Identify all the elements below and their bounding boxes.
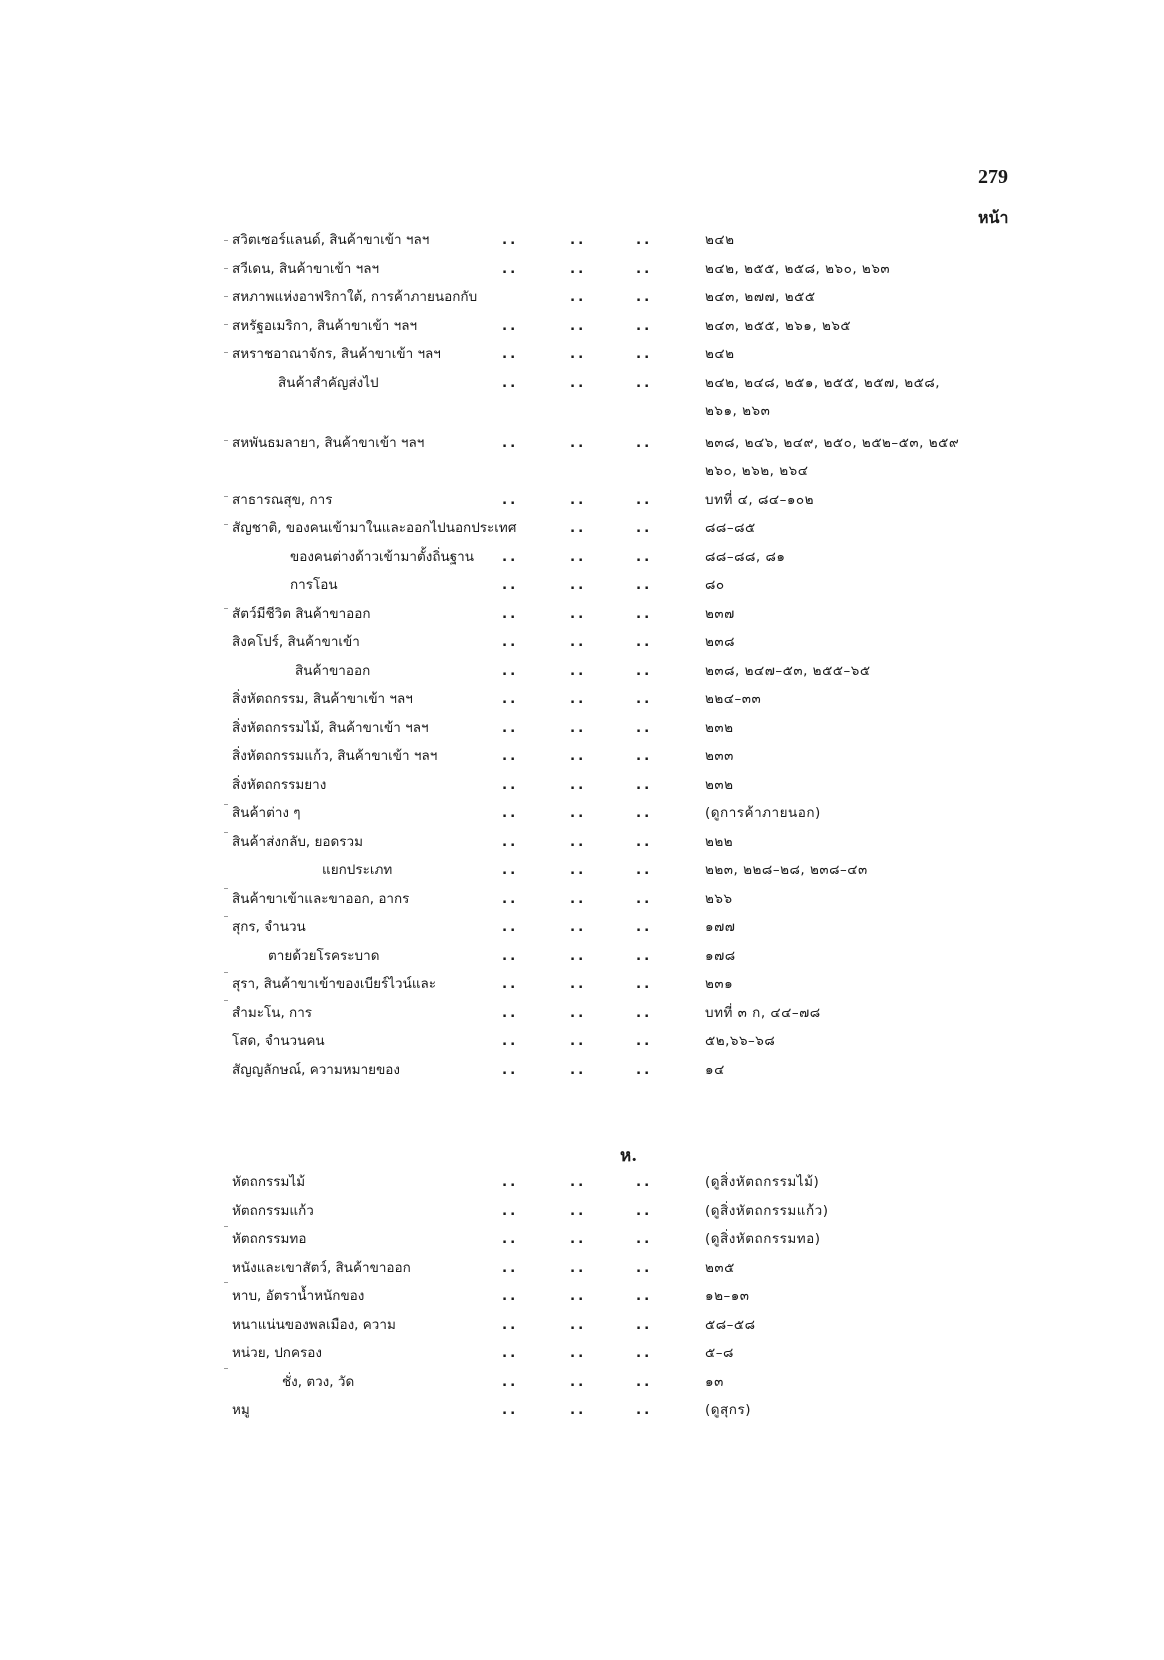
entry-page-refs: ๒๒๒ bbox=[705, 834, 734, 850]
leader-dots: .. bbox=[502, 862, 519, 878]
entry-page-refs: ๑๓ bbox=[705, 1374, 724, 1390]
entry-page-refs: (ดูการค้าภายนอก) bbox=[705, 805, 821, 821]
entry-term: หนังและเขาสัตว์, สินค้าขาออก bbox=[232, 1260, 411, 1276]
entry-page-refs: ๑๗๗ bbox=[705, 919, 736, 935]
entry-term: ตายด้วยโรคระบาด bbox=[268, 948, 380, 964]
leader-dots: .. bbox=[502, 777, 519, 793]
entry-page-refs: ๒๒๔–๓๓ bbox=[705, 691, 762, 707]
index-entry bbox=[0, 858, 1164, 882]
margin-mark bbox=[224, 324, 228, 325]
entry-term: สิ่งหัตถกรรมไม้, สินค้าขาเข้า ฯลฯ bbox=[232, 720, 429, 736]
entry-term: สิ่งหัตถกรรม, สินค้าขาเข้า ฯลฯ bbox=[232, 691, 413, 707]
entry-page-refs: ๒๓๒ bbox=[705, 720, 734, 736]
leader-dots: .. bbox=[636, 1317, 653, 1333]
entry-term: หมู bbox=[232, 1402, 250, 1418]
leader-dots: .. bbox=[570, 1033, 587, 1049]
entry-page-refs: ๘๘–๘๘, ๘๑ bbox=[705, 549, 786, 565]
leader-dots: .. bbox=[502, 492, 519, 508]
entry-term: การโอน bbox=[290, 577, 338, 593]
index-entry bbox=[0, 744, 1164, 768]
leader-dots: .. bbox=[636, 606, 653, 622]
entry-page-refs: ๘๐ bbox=[705, 577, 725, 593]
leader-dots: .. bbox=[636, 891, 653, 907]
leader-dots: .. bbox=[570, 1374, 587, 1390]
leader-dots: .. bbox=[570, 232, 587, 248]
leader-dots: .. bbox=[570, 1005, 587, 1021]
entry-term: สินค้าส่งกลับ, ยอดรวม bbox=[232, 834, 364, 850]
entry-page-refs: ๕๒,๖๖–๖๘ bbox=[705, 1033, 776, 1049]
leader-dots: .. bbox=[570, 720, 587, 736]
leader-dots: .. bbox=[636, 492, 653, 508]
entry-term: ชั่ง, ตวง, วัด bbox=[282, 1374, 355, 1390]
leader-dots: .. bbox=[636, 1062, 653, 1078]
entry-term: สหราชอาณาจักร, สินค้าขาเข้า ฯลฯ bbox=[232, 346, 441, 362]
entry-page-refs: ๕–๘ bbox=[705, 1345, 734, 1361]
leader-dots: .. bbox=[636, 520, 653, 536]
leader-dots: .. bbox=[502, 805, 519, 821]
margin-mark bbox=[224, 440, 228, 441]
leader-dots: .. bbox=[636, 748, 653, 764]
margin-mark bbox=[224, 1000, 228, 1001]
leader-dots: .. bbox=[502, 435, 519, 451]
leader-dots: .. bbox=[570, 691, 587, 707]
leader-dots: .. bbox=[570, 1260, 587, 1276]
index-entry bbox=[0, 915, 1164, 939]
leader-dots: .. bbox=[502, 720, 519, 736]
entry-term: สุรา, สินค้าขาเข้าของเบียร์ไวน์และ bbox=[232, 976, 437, 992]
leader-dots: .. bbox=[570, 549, 587, 565]
leader-dots: .. bbox=[570, 834, 587, 850]
leader-dots: .. bbox=[570, 748, 587, 764]
index-entry bbox=[0, 573, 1164, 597]
margin-mark bbox=[224, 1282, 228, 1283]
index-entry bbox=[0, 371, 1164, 395]
leader-dots: .. bbox=[636, 261, 653, 277]
leader-dots: .. bbox=[636, 1231, 653, 1247]
margin-mark bbox=[224, 268, 228, 269]
leader-dots: .. bbox=[502, 691, 519, 707]
leader-dots: .. bbox=[636, 834, 653, 850]
leader-dots: .. bbox=[502, 1288, 519, 1304]
leader-dots: .. bbox=[570, 1231, 587, 1247]
margin-mark bbox=[224, 1368, 228, 1369]
index-entry bbox=[0, 630, 1164, 654]
entry-page-refs: ๒๓๕ bbox=[705, 1260, 735, 1276]
leader-dots: .. bbox=[502, 1260, 519, 1276]
leader-dots: .. bbox=[502, 577, 519, 593]
leader-dots: .. bbox=[502, 346, 519, 362]
entry-term: หาบ, อัตราน้ำหนักของ bbox=[232, 1288, 365, 1304]
index-entry bbox=[0, 257, 1164, 281]
index-entry bbox=[0, 488, 1164, 512]
index-entry bbox=[0, 1058, 1164, 1082]
leader-dots: .. bbox=[502, 948, 519, 964]
leader-dots: .. bbox=[570, 492, 587, 508]
leader-dots: .. bbox=[502, 375, 519, 391]
leader-dots: .. bbox=[570, 577, 587, 593]
entry-term: สิงคโปร์, สินค้าขาเข้า bbox=[232, 634, 360, 650]
entry-page-refs: ๒๔๒, ๒๕๕, ๒๕๘, ๒๖๐, ๒๖๓ bbox=[705, 261, 891, 277]
entry-page-refs: ๒๔๒, ๒๔๘, ๒๕๑, ๒๕๕, ๒๕๗, ๒๕๘, bbox=[705, 375, 941, 391]
leader-dots: .. bbox=[636, 777, 653, 793]
leader-dots: .. bbox=[502, 748, 519, 764]
entry-term: สัญญลักษณ์, ความหมายของ bbox=[232, 1062, 401, 1078]
entry-page-refs: ๒๓๑ bbox=[705, 976, 734, 992]
entry-term: หนาแน่นของพลเมือง, ความ bbox=[232, 1317, 396, 1333]
leader-dots: .. bbox=[636, 232, 653, 248]
leader-dots: .. bbox=[502, 1345, 519, 1361]
entry-page-refs: ๒๔๓, ๒๕๕, ๒๖๑, ๒๖๕ bbox=[705, 318, 852, 334]
entry-page-refs: (ดูสิ่งหัตถกรรมไม้) bbox=[705, 1174, 820, 1190]
entry-term: สาธารณสุข, การ bbox=[232, 492, 333, 508]
entry-page-refs: ๒๖๑, ๒๖๓ bbox=[705, 403, 771, 419]
leader-dots: .. bbox=[570, 1174, 587, 1190]
entry-page-refs: บทที่ ๓ ก, ๔๔–๗๘ bbox=[705, 1005, 821, 1021]
margin-mark bbox=[224, 608, 228, 609]
leader-dots: .. bbox=[636, 976, 653, 992]
index-entry bbox=[0, 830, 1164, 854]
entry-term: สำมะโน, การ bbox=[232, 1005, 313, 1021]
entry-term: สินค้าขาออก bbox=[295, 663, 371, 679]
leader-dots: .. bbox=[502, 1203, 519, 1219]
index-entry bbox=[0, 516, 1164, 540]
leader-dots: .. bbox=[570, 976, 587, 992]
index-entry bbox=[0, 314, 1164, 338]
entry-term: ของคนต่างด้าวเข้ามาตั้งถิ่นฐาน bbox=[290, 549, 474, 565]
leader-dots: .. bbox=[570, 261, 587, 277]
entry-page-refs: ๒๓๒ bbox=[705, 777, 734, 793]
entry-page-refs: ๒๔๒ bbox=[705, 346, 735, 362]
index-entry bbox=[0, 972, 1164, 996]
index-entry bbox=[0, 1170, 1164, 1194]
leader-dots: .. bbox=[636, 1402, 653, 1418]
leader-dots: .. bbox=[636, 1374, 653, 1390]
leader-dots: .. bbox=[636, 1033, 653, 1049]
margin-mark bbox=[224, 296, 228, 297]
leader-dots: .. bbox=[636, 720, 653, 736]
entry-term: สหภาพแห่งอาฟริกาใต้, การค้าภายนอกกับ bbox=[232, 289, 478, 305]
leader-dots: .. bbox=[570, 520, 587, 536]
leader-dots: .. bbox=[636, 1345, 653, 1361]
index-entry bbox=[0, 1341, 1164, 1365]
index-entry bbox=[0, 342, 1164, 366]
leader-dots: .. bbox=[502, 1374, 519, 1390]
leader-dots: .. bbox=[570, 1062, 587, 1078]
index-entry bbox=[0, 659, 1164, 683]
leader-dots: .. bbox=[570, 346, 587, 362]
leader-dots: .. bbox=[502, 1317, 519, 1333]
entry-page-refs: ๒๓๓ bbox=[705, 748, 734, 764]
index-entry bbox=[0, 1256, 1164, 1280]
leader-dots: .. bbox=[502, 976, 519, 992]
leader-dots: .. bbox=[636, 919, 653, 935]
leader-dots: .. bbox=[570, 289, 587, 305]
entry-page-refs: ๒๖๐, ๒๖๒, ๒๖๔ bbox=[705, 463, 809, 479]
leader-dots: .. bbox=[636, 805, 653, 821]
entry-page-refs: ๒๔๒ bbox=[705, 232, 735, 248]
leader-dots: .. bbox=[502, 1005, 519, 1021]
entry-page-refs: ๑๒–๑๓ bbox=[705, 1288, 750, 1304]
leader-dots: .. bbox=[636, 1005, 653, 1021]
entry-page-refs: ๒๔๓, ๒๗๗, ๒๕๕ bbox=[705, 289, 816, 305]
leader-dots: .. bbox=[570, 862, 587, 878]
index-entry bbox=[0, 944, 1164, 968]
leader-dots: .. bbox=[570, 805, 587, 821]
leader-dots: .. bbox=[636, 634, 653, 650]
margin-mark bbox=[224, 524, 228, 525]
leader-dots: .. bbox=[636, 663, 653, 679]
leader-dots: .. bbox=[570, 948, 587, 964]
entry-term: สุกร, จำนวน bbox=[232, 919, 306, 935]
leader-dots: .. bbox=[636, 435, 653, 451]
index-entry bbox=[0, 1284, 1164, 1308]
leader-dots: .. bbox=[502, 1174, 519, 1190]
index-entry bbox=[0, 1029, 1164, 1053]
leader-dots: .. bbox=[570, 919, 587, 935]
index-entry bbox=[0, 1227, 1164, 1251]
entry-term: หัตถกรรมทอ bbox=[232, 1231, 307, 1247]
index-entry bbox=[0, 1370, 1164, 1394]
leader-dots: .. bbox=[636, 1203, 653, 1219]
leader-dots: .. bbox=[502, 606, 519, 622]
entry-page-refs: ๑๔ bbox=[705, 1062, 725, 1078]
entry-page-refs: ๒๖๖ bbox=[705, 891, 733, 907]
entry-term: สหพันธมลายา, สินค้าขาเข้า ฯลฯ bbox=[232, 435, 425, 451]
margin-mark bbox=[224, 804, 228, 805]
leader-dots: .. bbox=[502, 834, 519, 850]
entry-term: หัตถกรรมไม้ bbox=[232, 1174, 306, 1190]
entry-term: สัญชาติ, ของคนเข้ามาในและออกไปนอกประเทศ bbox=[232, 520, 517, 536]
entry-page-refs: ๒๓๗ bbox=[705, 606, 735, 622]
entry-term: สวีเดน, สินค้าขาเข้า ฯลฯ bbox=[232, 261, 380, 277]
index-entry bbox=[0, 545, 1164, 569]
entry-term: สินค้าสำคัญส่งไป bbox=[278, 375, 379, 391]
leader-dots: .. bbox=[570, 606, 587, 622]
entry-page-refs: ๘๘–๘๕ bbox=[705, 520, 756, 536]
leader-dots: .. bbox=[502, 1231, 519, 1247]
section-heading-h: ห. bbox=[620, 1146, 638, 1166]
leader-dots: .. bbox=[570, 1203, 587, 1219]
leader-dots: .. bbox=[502, 891, 519, 907]
entry-term: สินค้าต่าง ๆ bbox=[232, 805, 301, 821]
entry-term: สหรัฐอเมริกา, สินค้าขาเข้า ฯลฯ bbox=[232, 318, 418, 334]
leader-dots: .. bbox=[636, 577, 653, 593]
leader-dots: .. bbox=[502, 1402, 519, 1418]
leader-dots: .. bbox=[502, 663, 519, 679]
leader-dots: .. bbox=[636, 289, 653, 305]
leader-dots: .. bbox=[636, 549, 653, 565]
index-entry bbox=[0, 687, 1164, 711]
index-entry bbox=[0, 716, 1164, 740]
entry-page-refs: (ดูสิ่งหัตถกรรมทอ) bbox=[705, 1231, 821, 1247]
entry-term: สินค้าขาเข้าและขาออก, อากร bbox=[232, 891, 410, 907]
leader-dots: .. bbox=[570, 435, 587, 451]
leader-dots: .. bbox=[570, 318, 587, 334]
index-entry bbox=[0, 431, 1164, 455]
leader-dots: .. bbox=[636, 375, 653, 391]
margin-mark bbox=[224, 888, 228, 889]
leader-dots: .. bbox=[636, 948, 653, 964]
margin-mark bbox=[224, 240, 228, 241]
index-entry bbox=[0, 459, 1164, 483]
leader-dots: .. bbox=[636, 691, 653, 707]
leader-dots: .. bbox=[502, 1062, 519, 1078]
margin-mark bbox=[224, 916, 228, 917]
entry-term: สวิตเซอร์แลนด์, สินค้าขาเข้า ฯลฯ bbox=[232, 232, 430, 248]
index-entry bbox=[0, 773, 1164, 797]
index-entry bbox=[0, 1398, 1164, 1422]
leader-dots: .. bbox=[636, 318, 653, 334]
leader-dots: .. bbox=[570, 634, 587, 650]
margin-mark bbox=[224, 832, 228, 833]
leader-dots: .. bbox=[636, 1174, 653, 1190]
entry-page-refs: (ดูสิ่งหัตถกรรมแก้ว) bbox=[705, 1203, 829, 1219]
index-entry bbox=[0, 602, 1164, 626]
leader-dots: .. bbox=[570, 1288, 587, 1304]
entry-page-refs: ๒๓๘, ๒๔๗–๕๓, ๒๕๕–๖๕ bbox=[705, 663, 871, 679]
leader-dots: .. bbox=[570, 1402, 587, 1418]
index-entry bbox=[0, 801, 1164, 825]
index-entry bbox=[0, 228, 1164, 252]
entry-page-refs: ๒๓๘, ๒๔๖, ๒๔๙, ๒๕๐, ๒๕๒–๕๓, ๒๕๙ bbox=[705, 435, 960, 451]
leader-dots: .. bbox=[636, 1288, 653, 1304]
entry-page-refs: ๒๒๓, ๒๒๘–๒๘, ๒๓๘–๔๓ bbox=[705, 862, 868, 878]
leader-dots: .. bbox=[502, 1033, 519, 1049]
entry-page-refs: ๕๘–๕๘ bbox=[705, 1317, 756, 1333]
index-entry bbox=[0, 1199, 1164, 1223]
entry-term: โสด, จำนวนคน bbox=[232, 1033, 325, 1049]
entry-term: สิ่งหัตถกรรมยาง bbox=[232, 777, 327, 793]
leader-dots: .. bbox=[570, 663, 587, 679]
margin-mark bbox=[224, 496, 228, 497]
index-entry bbox=[0, 887, 1164, 911]
leader-dots: .. bbox=[570, 375, 587, 391]
entry-page-refs: บทที่ ๔, ๘๔–๑๐๒ bbox=[705, 492, 815, 508]
leader-dots: .. bbox=[502, 232, 519, 248]
entry-term: สัตว์มีชีวิต สินค้าขาออก bbox=[232, 606, 371, 622]
entry-page-refs: ๑๗๘ bbox=[705, 948, 736, 964]
entry-page-refs: ๒๓๘ bbox=[705, 634, 736, 650]
leader-dots: .. bbox=[636, 862, 653, 878]
index-entry bbox=[0, 399, 1164, 423]
leader-dots: .. bbox=[570, 777, 587, 793]
margin-mark bbox=[224, 1226, 228, 1227]
leader-dots: .. bbox=[502, 549, 519, 565]
leader-dots: .. bbox=[570, 891, 587, 907]
entry-term: แยกประเภท bbox=[322, 862, 393, 878]
entry-page-refs: (ดูสุกร) bbox=[705, 1402, 751, 1418]
index-entry bbox=[0, 285, 1164, 309]
entry-term: หน่วย, ปกครอง bbox=[232, 1345, 322, 1361]
leader-dots: .. bbox=[502, 261, 519, 277]
leader-dots: .. bbox=[502, 634, 519, 650]
margin-mark bbox=[224, 352, 228, 353]
page-number: 279 bbox=[978, 166, 1008, 188]
leader-dots: .. bbox=[502, 318, 519, 334]
leader-dots: .. bbox=[570, 1317, 587, 1333]
margin-mark bbox=[224, 972, 228, 973]
index-entry bbox=[0, 1313, 1164, 1337]
leader-dots: .. bbox=[636, 346, 653, 362]
leader-dots: .. bbox=[502, 919, 519, 935]
page-column-header: หน้า bbox=[978, 208, 1009, 227]
leader-dots: .. bbox=[636, 1260, 653, 1276]
entry-term: สิ่งหัตถกรรมแก้ว, สินค้าขาเข้า ฯลฯ bbox=[232, 748, 438, 764]
entry-term: หัตถกรรมแก้ว bbox=[232, 1203, 314, 1219]
index-entry bbox=[0, 1001, 1164, 1025]
leader-dots: .. bbox=[570, 1345, 587, 1361]
